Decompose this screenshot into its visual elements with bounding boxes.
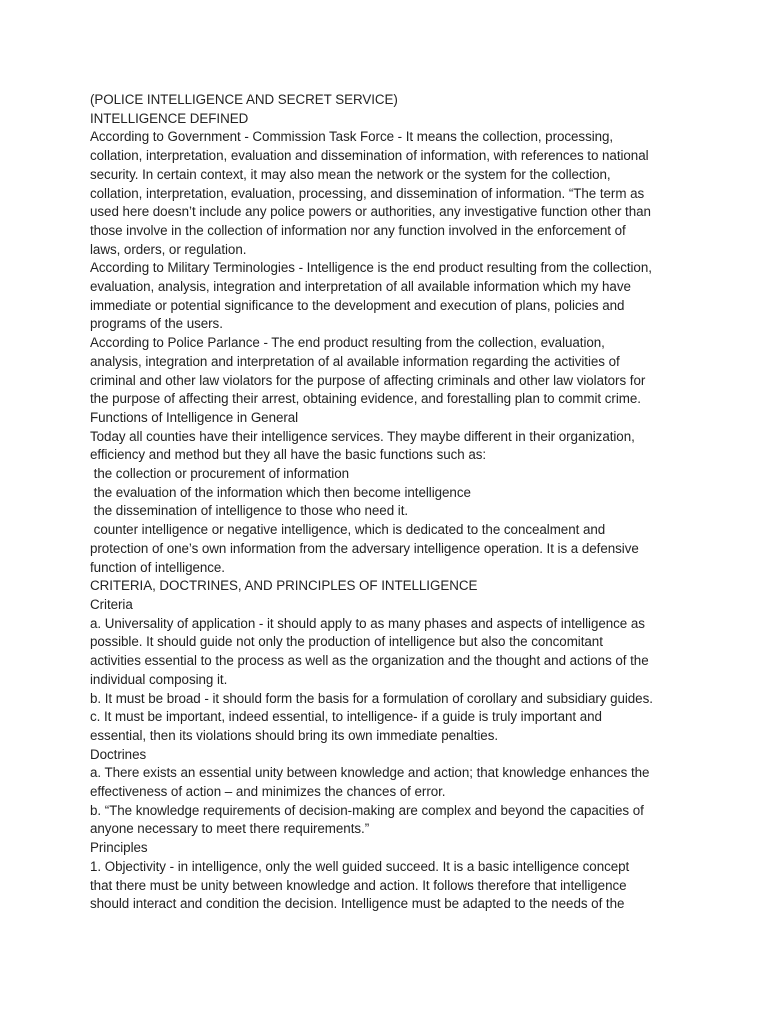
text-line: laws, orders, or regulation. bbox=[90, 241, 247, 257]
text-line: those involve in the collection of information nor any function involved in the enforcement of bbox=[90, 222, 626, 238]
list-item: the evaluation of the information which then become intelligence bbox=[90, 484, 471, 500]
text-line: activities essential to the process as well as the organization and the thought and actions of the bbox=[90, 653, 649, 669]
section-heading: INTELLIGENCE DEFINED bbox=[90, 110, 249, 126]
text-line: criminal and other law violators for the purpose of affecting criminals and other law violators for bbox=[90, 372, 646, 388]
text-line: According to Government - Commission Task Force - It means the collection, processing, bbox=[90, 129, 614, 145]
text-line: c. It must be important, indeed essential, to intelligence- if a guide is truly important and bbox=[90, 709, 602, 725]
text-line: that there must be unity between knowledge and action. It follows therefore that intelligence bbox=[90, 877, 627, 893]
text-line: b. It must be broad - it should form the basis for a formulation of corollary and subsidiary guides. bbox=[90, 690, 653, 706]
text-line: individual composing it. bbox=[90, 671, 228, 687]
text-line: used here doesn’t include any police powers or authorities, any investigative function other than bbox=[90, 204, 651, 220]
text-line: function of intelligence. bbox=[90, 559, 225, 575]
subsection-heading: Criteria bbox=[90, 596, 133, 612]
text-line: programs of the users. bbox=[90, 316, 223, 332]
list-item: the collection or procurement of information bbox=[90, 466, 349, 482]
text-line: Today all counties have their intelligence services. They maybe different in their organization, bbox=[90, 428, 635, 444]
text-line: According to Police Parlance - The end product resulting from the collection, evaluation, bbox=[90, 335, 605, 351]
text-line: efficiency and method but they all have the basic functions such as: bbox=[90, 447, 487, 463]
text-line: essential, then its violations should bring its own immediate penalties. bbox=[90, 727, 499, 743]
text-line: possible. It should guide not only the production of intelligence but also the concomitant bbox=[90, 634, 603, 650]
text-line: a. Universality of application - it should apply to as many phases and aspects of intelligence as bbox=[90, 615, 645, 631]
text-line: anyone necessary to meet there requirements.” bbox=[90, 821, 370, 837]
text-line: collation, interpretation, evaluation, processing, and dissemination of information. “The term as bbox=[90, 185, 645, 201]
text-line: should interact and condition the decision. Intelligence must be adapted to the needs of the bbox=[90, 896, 625, 912]
section-heading: CRITERIA, DOCTRINES, AND PRINCIPLES OF INTELLIGENCE bbox=[90, 578, 478, 594]
text-line: 1. Objectivity - in intelligence, only the well guided succeed. It is a basic intelligence concept bbox=[90, 858, 630, 874]
doc-title: (POLICE INTELLIGENCE AND SECRET SERVICE) bbox=[90, 92, 398, 107]
text-line: collation, interpretation, evaluation and dissemination of information, with references to national bbox=[90, 148, 649, 164]
text-line: b. “The knowledge requirements of decision-making are complex and beyond the capacities of bbox=[90, 802, 644, 818]
text-line: effectiveness of action – and minimizes the chances of error. bbox=[90, 784, 446, 800]
text-line: protection of one’s own information from the adversary intelligence operation. It is a defensive bbox=[90, 540, 639, 556]
text-line: According to Military Terminologies - Intelligence is the end product resulting from the collection, bbox=[90, 260, 652, 276]
document-page bbox=[90, 91, 690, 914]
text-line: analysis, integration and interpretation of al available information regarding the activities of bbox=[90, 353, 620, 369]
text-line: evaluation, analysis, integration and interpretation of all available information which my have bbox=[90, 279, 631, 295]
list-item: counter intelligence or negative intelligence, which is dedicated to the concealment and bbox=[90, 522, 606, 538]
list-item: the dissemination of intelligence to those who need it. bbox=[90, 503, 409, 519]
text-line: the purpose of affecting their arrest, obtaining evidence, and forestalling plan to commit crime. bbox=[90, 391, 641, 407]
section-heading: Functions of Intelligence in General bbox=[90, 409, 299, 425]
text-line: security. In certain context, it may also mean the network or the system for the collection, bbox=[90, 166, 611, 182]
text-line: a. There exists an essential unity between knowledge and action; that knowledge enhances the bbox=[90, 765, 650, 781]
text-line: immediate or potential significance to the development and execution of plans, policies and bbox=[90, 297, 625, 313]
subsection-heading: Principles bbox=[90, 840, 148, 856]
subsection-heading: Doctrines bbox=[90, 746, 147, 762]
